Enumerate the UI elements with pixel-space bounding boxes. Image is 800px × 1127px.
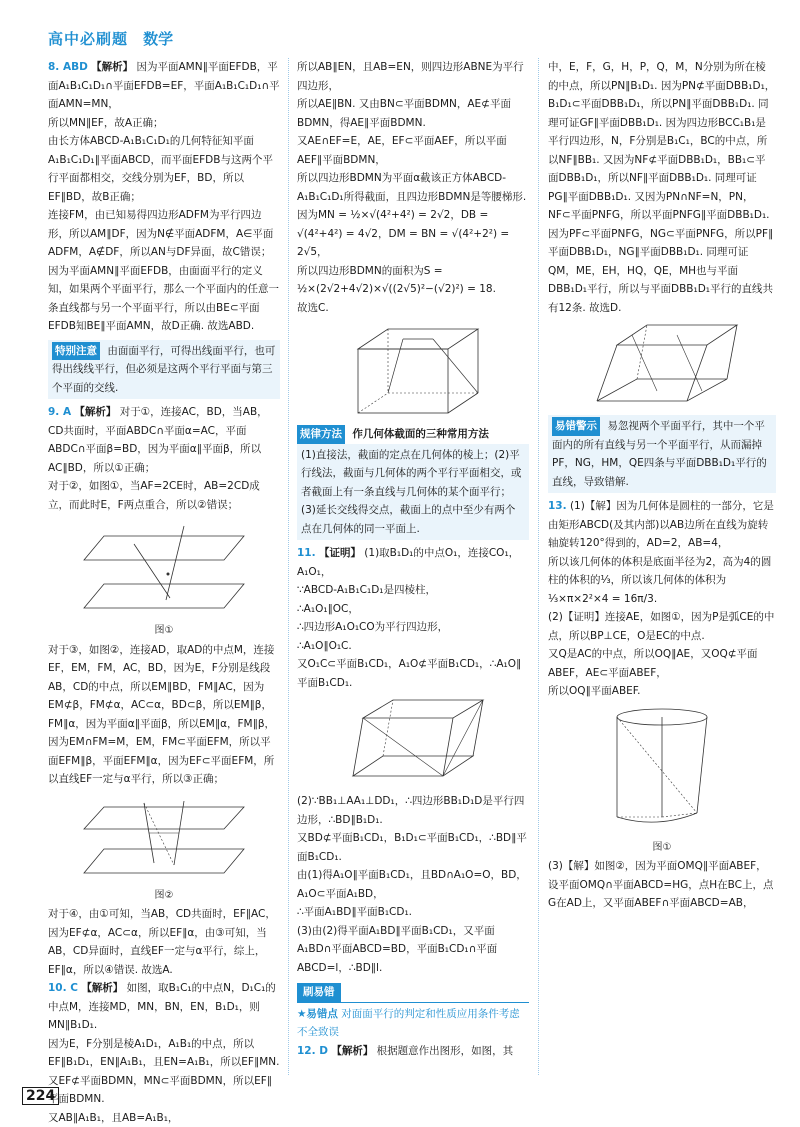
figure-2-caption: 图② bbox=[48, 887, 280, 906]
figure-1-planes bbox=[74, 518, 254, 618]
q12-cont-line: 因为PF⊂平面PNFG，NG⊂平面PNFG，所以PF∥平面DBB₁D₁，NG∥平面DBB₁D₁. 同理可证QM，ME，EH，HQ，QE，MH也与平面DBB₁D₁平行，所以与平面DBB₁D₁平行的直线共有12条. 故选D. bbox=[548, 225, 776, 318]
q11-line: 又BD⊄平面B₁CD₁，B₁D₁⊂平面B₁CD₁，∴BD∥平面B₁CD₁. bbox=[297, 829, 529, 866]
q12-block bbox=[297, 1042, 529, 1061]
error-point-label: ★易错点 bbox=[297, 1008, 338, 1020]
error-point-text: 对面面平行的判定和性质应用条件考虑不全致误 bbox=[297, 1008, 520, 1039]
figure-parallelepiped bbox=[577, 321, 747, 411]
q13-line: (3)【解】如图②，因为平面OMQ∥平面ABEF， bbox=[548, 857, 776, 876]
method-title: 作几何体截面的三种常用方法 bbox=[352, 428, 489, 440]
column-divider bbox=[538, 58, 539, 1075]
q10-cont-line: 所以四边形BDMN的面积为S = ½×(2√2+4√2)×√((2√5)²−(√2)²) = 18. bbox=[297, 262, 529, 299]
column-divider bbox=[288, 58, 289, 1075]
figure-prism bbox=[333, 696, 493, 788]
q13-line: (2)【证明】连接AE，如图①，因为P是弧CE的中点，所以BP⊥CE，O是EC的中点. bbox=[548, 608, 776, 645]
column-left bbox=[48, 58, 280, 1083]
q9-tag: 【解析】 bbox=[74, 406, 116, 418]
book-title: 高中必刷题 bbox=[48, 30, 128, 48]
q12-cont-line: 中，E，F，G，H，P，Q，M，N分别为所在棱的中点，所以PN∥B₁D₁. 因为PN⊄平面DBB₁D₁，B₁D₁⊂平面DBB₁D₁，所以PN∥平面DBB₁D₁. 同理可证GF∥平面DBB₁D₁. 因为四边形BCC₁B₁是平行四边形，N，F分别是B₁C₁，BC的中点，所以NF∥BB₁. 又因为NF⊄平面DBB₁D₁，BB₁⊂平面DBB₁D₁，所以NF∥平面DBB₁D₁. 同理可证PG∥平面DBB₁D₁. 又因为PN∩NF=N，PN，NF⊂平面PNFG，所以平面PNFG∥平面DBB₁D₁. bbox=[548, 58, 776, 225]
q9-number: 9. A bbox=[48, 406, 71, 418]
q11-line: ∴A₁O∥O₁C. bbox=[297, 637, 529, 656]
note-box bbox=[48, 340, 280, 400]
q10-cont-line: 又AE∩EF=E，AE，EF⊂平面AEF，所以平面AEF∥平面BDMN， bbox=[297, 132, 529, 169]
q9-block bbox=[48, 403, 280, 477]
q11-line: ∵ABCD-A₁B₁C₁D₁是四棱柱， bbox=[297, 581, 529, 600]
q9-line: 对于②，如图①，当AF=2CE时，AB=2CD成立，而此时E，F两点重合，所以②错误； bbox=[48, 477, 280, 514]
figure-2-planes bbox=[74, 793, 254, 883]
method-label: 规律方法 bbox=[297, 425, 345, 444]
q11-tag: 【证明】 bbox=[319, 547, 361, 559]
page-header bbox=[48, 28, 173, 52]
column-middle bbox=[297, 58, 529, 1083]
q13-number: 13. bbox=[548, 500, 567, 512]
q11-line: 由(1)得A₁O∥平面B₁CD₁，且BD∩A₁O=O，BD，A₁O⊂平面A₁BD， bbox=[297, 866, 529, 903]
q8-line: 所以MN∥EF，故A正确； bbox=[48, 114, 280, 133]
q10-cont-line: 故选C. bbox=[297, 299, 529, 318]
q11-line: (1)取B₁D₁的中点O₁，连接CO₁，A₁O₁， bbox=[297, 547, 519, 578]
warning-box bbox=[548, 415, 776, 493]
q11-line: ∴平面A₁BD∥平面B₁CD₁. bbox=[297, 903, 529, 922]
q10-cont-line: 因为MN = ½×√(4²+4²) = 2√2，DB = √(4²+4²) = 4√2，DM = BN = √(4²+2²) = 2√5， bbox=[297, 206, 529, 262]
q11-line: (3)由(2)得平面A₁BD∥平面B₁CD₁，又平面A₁BD∩平面ABCD=BD，平面B₁CD₁∩平面ABCD=l，∴BD∥l. bbox=[297, 922, 529, 978]
note-label: 特别注意 bbox=[52, 342, 100, 361]
q13-line: 设平面OMQ∩平面ABCD=HG，点H在BC上，点G在AD上，又平面ABEF∩平面ABCD=AB， bbox=[548, 876, 776, 913]
method-text: (1)直接法，截面的定点在几何体的棱上；(2)平行线法，截面与几何体的两个平行平面相交，或者截面上有一条直线与几何体的某个面平行；(3)延长交线得交点，截面上的点中至少有两个点在几何体的同一平面上. bbox=[297, 444, 529, 541]
q8-block bbox=[48, 58, 280, 114]
q11-number: 11. bbox=[297, 547, 316, 559]
section-error-header bbox=[297, 983, 529, 1003]
q11-line: ∴四边形A₁O₁CO为平行四边形， bbox=[297, 618, 529, 637]
q13-line: 所以该几何体的体积是底面半径为2，高为4的圆柱的体积的⅓，所以该几何体的体积为⅓×π×2²×4 = 16π/3. bbox=[548, 553, 776, 609]
q8-line: 因为平面AMN∥平面EFDB，平面A₁B₁C₁D₁∩平面EFDB=EF，平面A₁B₁C₁D₁∩平面AMN=MN， bbox=[48, 61, 280, 110]
q10-cont-line: 所以AE∥BN. 又由BN⊂平面BDMN，AE⊄平面BDMN，得AE∥平面BDMN. bbox=[297, 95, 529, 132]
q13-line: 所以OQ∥平面ABEF. bbox=[548, 682, 776, 701]
warning-text: 易忽视两个平面平行，其中一个平面内的所有直线与另一个平面平行，从而漏掉PF，NG，HM，QE四条与平面DBB₁D₁平行的直线，导致错解. bbox=[552, 420, 767, 488]
q12-tag: 【解析】 bbox=[331, 1045, 373, 1057]
q8-tag: 【解析】 bbox=[91, 61, 133, 73]
q10-cont-line: 所以AB∥EN，且AB=EN，则四边形ABNE为平行四边形， bbox=[297, 58, 529, 95]
q10-number: 10. C bbox=[48, 982, 78, 994]
q12-text: 根据题意作出图形，如图，其 bbox=[377, 1045, 514, 1057]
method-box bbox=[297, 425, 529, 540]
warning-label: 易错警示 bbox=[552, 417, 600, 436]
q10-block bbox=[48, 979, 280, 1035]
error-point bbox=[297, 1005, 529, 1042]
figure-cylinder-caption: 图① bbox=[548, 839, 776, 858]
q11-line: 又O₁C⊂平面B₁CD₁，A₁O⊄平面B₁CD₁，∴A₁O∥平面B₁CD₁. bbox=[297, 655, 529, 692]
section-label: 刷易错 bbox=[297, 983, 341, 1002]
q10-line: 因为E，F分别是棱A₁D₁，A₁B₁的中点，所以EF∥B₁D₁，EN∥A₁B₁，且EN=A₁B₁，所以EF∥MN. 又EF⊄平面BDMN，MN⊂平面BDMN，所以EF∥平面BDMN. bbox=[48, 1035, 280, 1109]
q10-line: 如图，取B₁C₁的中点N，D₁C₁的中点M，连接MD，MN，BN，EN，B₁D₁，则MN∥B₁D₁. bbox=[48, 982, 276, 1031]
subject-title: 数学 bbox=[143, 30, 173, 48]
q9-line: 对于③，如图②，连接AD，取AD的中点M，连接EF，EM，FM，AC，BD，因为E，F分别是线段AB，CD的中点，所以EM∥BD，FM∥AC，因为EM⊄β，FM⊄α，AC⊂α，BD⊂β，所以EM∥β，FM∥α，因为平面α∥平面β，所以EM∥α，FM∥β，因为EM∩FM=M，EM，FM⊂平面EFM，所以平面EFM∥β，平面EFM∥α，因为EF⊂平面EFM，所以直线EF一定与α平行，所以③正确； bbox=[48, 641, 280, 789]
page-number: 224 bbox=[22, 1087, 59, 1105]
q13-line: (1)【解】因为几何体是圆柱的一部分，它是由矩形ABCD(及其内部)以AB边所在直线为旋转轴旋转120°得到的，AD=2，AB=4， bbox=[548, 500, 774, 549]
q9-line: 对于①，连接AC，BD，当AB，CD共面时，平面ABDC∩平面α=AC，平面ABDC∩平面β=BD，因为平面α∥平面β，所以AC∥BD，所以①正确； bbox=[48, 406, 268, 474]
q9-line: 对于④，由①可知，当AB，CD共面时，EF∥AC，因为EF⊄α，AC⊂α，所以EF∥α，由③可知，当AB，CD异面时，直线EF一定与α平行，综上，EF∥α，所以④错误. 故选A. bbox=[48, 905, 280, 979]
figure-1-caption: 图① bbox=[48, 622, 280, 641]
q11-block bbox=[297, 544, 529, 581]
q10-cont-line: 所以四边形BDMN为平面α截该正方体ABCD-A₁B₁C₁D₁所得截面，且四边形BDMN是等腰梯形. bbox=[297, 169, 529, 206]
q12-number: 12. D bbox=[297, 1045, 328, 1057]
q13-block bbox=[548, 497, 776, 553]
column-right bbox=[548, 58, 776, 1083]
q13-line: 又Q是AC的中点，所以OQ∥AE，又OQ⊄平面ABEF，AE⊂平面ABEF， bbox=[548, 645, 776, 682]
q8-line: 由长方体ABCD-A₁B₁C₁D₁的几何特征知平面A₁B₁C₁D₁∥平面ABCD，而平面EFDB与这两个平行平面都相交，交线分别为EF，BD，所以EF∥BD，故B正确； bbox=[48, 132, 280, 206]
q10-tag: 【解析】 bbox=[81, 982, 123, 994]
q8-number: 8. ABD bbox=[48, 61, 88, 73]
q10-line: 又AB∥A₁B₁，且AB=A₁B₁， bbox=[48, 1109, 280, 1127]
q11-line: (2)∵BB₁⊥AA₁⊥DD₁，∴四边形BB₁D₁D是平行四边形，∴BD∥B₁D₁. bbox=[297, 792, 529, 829]
note-text: 由面面平行，可得出线面平行，也可得出线线平行，但必须是这两个平行平面与第三个平面的交线. bbox=[52, 345, 275, 394]
q8-line: 连接FM，由已知易得四边形ADFM为平行四边形，所以AM∥DF，因为N∉平面ADFM，A∈平面ADFM，A∉DF，所以AN与DF异面，故C错误； bbox=[48, 206, 280, 262]
q11-line: ∴A₁O₁∥OC， bbox=[297, 600, 529, 619]
q8-line: 因为平面AMN∥平面EFDB，由面面平行的定义知，如果两个平面平行，那么一个平面内的任意一条直线都与另一个平面平行，所以由BE⊂平面EFDB知BE∥平面AMN，故D正确. 故选ABD. bbox=[48, 262, 280, 336]
figure-cube-section bbox=[328, 321, 498, 421]
figure-cylinder-part bbox=[597, 705, 727, 835]
